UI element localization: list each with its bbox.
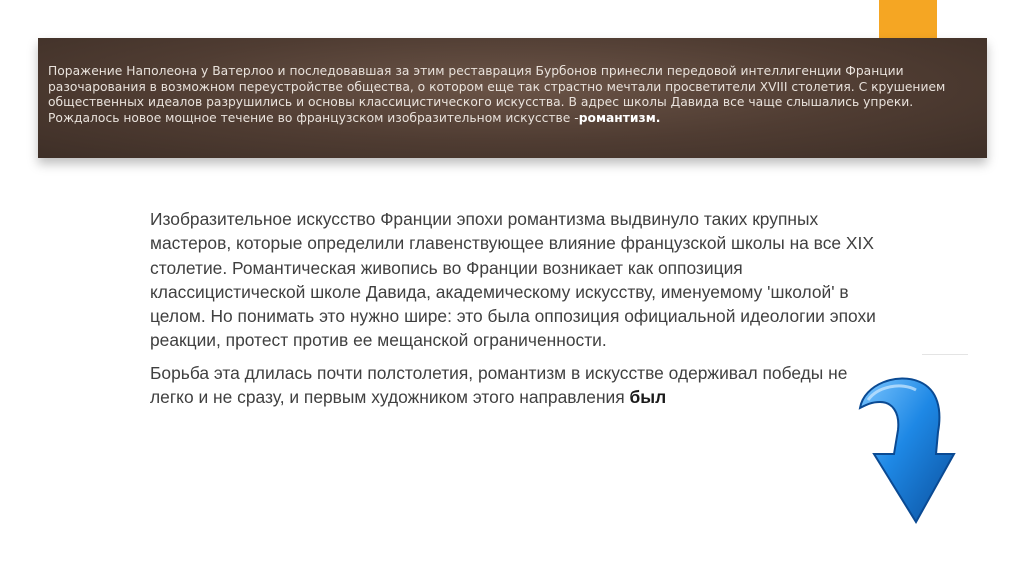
orange-accent-block bbox=[879, 0, 937, 38]
curved-down-arrow-icon bbox=[850, 370, 960, 530]
body-paragraph-2-text: Борьба эта длилась почти полстолетия, романтизм в искусстве одерживал победы не легко и не сразу, и первым художником этого направления bbox=[150, 362, 848, 408]
body-text bbox=[150, 207, 890, 417]
banner-text bbox=[48, 64, 978, 126]
body-paragraph-2-bold: был bbox=[629, 387, 667, 408]
divider-line bbox=[922, 354, 968, 355]
body-paragraph-1: Изобразительное искусство Франции эпохи романтизма выдвинуло таких крупных мастеров, которые определили главенствующее влияние французской школы на все XIX столетие. Романтическая живопись во Франции возникает как оппозиция классицистической школе Давида, академическому искусству, именуемому 'школой' в целом. Но понимать это нужно шире: это была оппозиция официальной идеологии эпохи реакции, протест против ее мещанской ограниченности. bbox=[150, 209, 876, 351]
banner-highlight: романтизм. bbox=[578, 110, 661, 125]
banner-paragraph: Поражение Наполеона у Ватерлоо и последовавшая за этим реставрация Бурбонов принесли передовой интеллигенции Франции разочарования в возможном переустройстве общества, о котором еще так страстно мечтали просветители XVIII столетия. С крушением общественных идеалов разрушились и основы классицистического искусства. В адрес школы Давида все чаще слышались упреки. Рождалось новое мощное течение во французском изобразительном искусстве - bbox=[48, 64, 946, 125]
body-paragraph-2 bbox=[150, 361, 890, 410]
